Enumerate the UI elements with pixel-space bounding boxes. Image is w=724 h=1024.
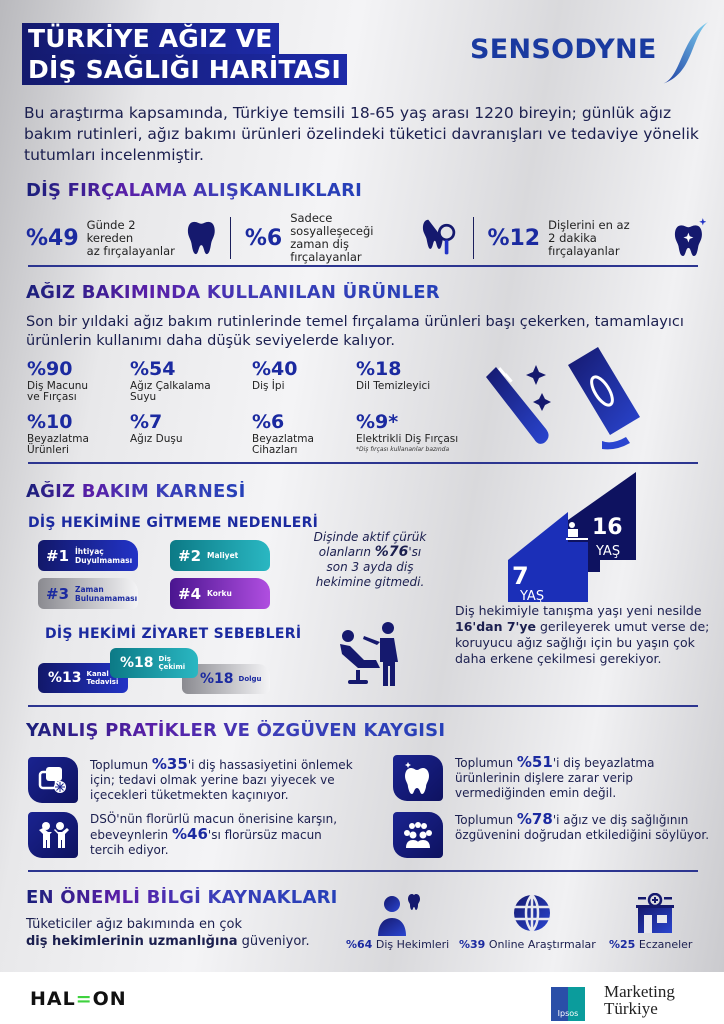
children-icon: [28, 812, 78, 858]
visit-badge: %13 Kanal Tedavisi: [38, 663, 128, 693]
practice-item: Toplumun %51'i diş beyazlatma ürünlerinin dişlere zarar verip vermediğinden emin değil.: [393, 755, 713, 801]
sources-intro: Tüketiciler ağız bakımında en çok diş hekimlerinin uzmanlığına güveniyor.: [26, 917, 310, 949]
practice-item: Toplumun %78'i ağız ve diş sağlığının özgüvenini doğrudan etkilediğini söylüyor.: [393, 812, 713, 858]
section-divider: [28, 462, 698, 464]
source-dentists: %64 Diş Hekimleri: [346, 938, 450, 951]
pharmacy-icon: [636, 893, 674, 933]
old-age-unit: YAŞ: [596, 544, 621, 559]
product-stat: %90 Diş Macunu ve Fırçası: [27, 358, 89, 403]
dentist-icon: [378, 892, 424, 936]
stat-percent: %6: [244, 225, 283, 251]
stat-label: Dişlerini en az 2 dakika fırçalayanlar: [548, 217, 630, 258]
practice-item: DSÖ'nün florürlü macun önerisine karşın, ebeveynlerin %46'sı florürsüz macun tercih ediyor.: [28, 812, 358, 858]
reason-badge: #1 İhtiyaç Duyulmaması: [38, 540, 138, 571]
reason-badge: #3 Zaman Bulunamaması: [38, 578, 138, 609]
brushing-stat: [487, 216, 706, 260]
visit-badge: %18 Dolgu: [182, 664, 270, 694]
new-age-unit: YAŞ: [520, 589, 545, 602]
section-title-practices: YANLIŞ PRATİKLER VE ÖZGÜVEN KAYGISI: [26, 720, 446, 741]
section-divider: [28, 265, 698, 267]
product-stat: %9* Elektrikli Diş Fırçası *Diş fırçası kullananlar bazında: [356, 411, 459, 453]
section-title-sources: EN ÖNEMLİ BİLGİ KAYNAKLARI: [26, 887, 338, 908]
brushing-stat: [245, 212, 459, 264]
section-title-karne: AĞIZ BAKIM KARNESİ: [26, 481, 246, 502]
section-title-brushing: DİŞ FIRÇALAMA ALIŞKANLIKLARI: [26, 180, 363, 201]
product-stat: %54 Ağız Çalkalama Suyu: [130, 358, 211, 403]
marketing-turkiye-logo: Marketing Türkiye: [604, 982, 675, 1018]
caries-stat: Dişinde aktif çürük olanların %76'sı son 3 ayda diş hekimine gitmedi.: [313, 530, 427, 589]
visits-title: DİŞ HEKİMİ ZİYARET SEBEBLERİ: [45, 626, 302, 642]
reason-badge: #4 Korku: [170, 578, 270, 609]
sensodyne-swoosh-icon: [660, 18, 710, 88]
footnote: *Diş fırçası kullananlar bazında: [356, 446, 450, 453]
section-divider: [28, 870, 698, 872]
stat-label: Günde 2 kereden az fırçalayanlar: [86, 217, 175, 258]
product-stat: %6 Beyazlatma Cihazları: [252, 411, 314, 456]
dentist-patient-icon: [338, 620, 410, 688]
new-age: 7: [512, 562, 529, 590]
product-stat: %40 Diş İpi: [252, 358, 298, 392]
brushing-stats: [26, 212, 706, 264]
stat-label: Sadece sosyalleşeceği zaman diş fırçalayanlar: [290, 211, 374, 264]
title-line-2: DİŞ SAĞLIĞI HARİTASI: [22, 54, 347, 85]
tooth-icon: [187, 218, 216, 258]
product-stat: %7 Ağız Duşu: [130, 411, 183, 445]
crowd-icon: [393, 812, 443, 858]
age-text: Diş hekimiyle tanışma yaşı yeni nesilde 16'dan 7'ye gerileyerek umut verse de; koruyucu ağız sağlığı için bu yaşın çok daha erkene çekilmesi gerekiyor.: [455, 603, 710, 666]
stat-percent: %12: [487, 225, 541, 251]
reason-badge: #2 Maliyet: [170, 540, 270, 571]
ice-cube-icon: [28, 757, 78, 803]
haleon-logo: HAL=ON: [30, 988, 127, 1010]
sparkling-tooth-icon: [674, 216, 706, 260]
product-stat: %18 Dil Temizleyici: [356, 358, 431, 392]
intro-text: Bu araştırma kapsamında, Türkiye temsili 18-65 yaş arası 1220 bireyin; günlük ağız bakım rutinleri, ağız bakımı ürünleri özelindeki tüketici davranışları ve tedaviye yönelik tutumları incelenmiştir.: [24, 104, 699, 164]
toothbrush-toothpaste-icon: [480, 345, 640, 450]
page-title: [22, 23, 347, 85]
source-online: %39 Online Araştırmalar: [459, 938, 596, 951]
practice-item: Toplumun %35'i diş hassasiyetini önlemek için; tedavi olmak yerine bazı yiyecek ve içecekleri tüketmekten kaçınıyor.: [28, 757, 358, 803]
separator: [230, 217, 231, 259]
old-age: 16: [592, 515, 623, 540]
product-stat: %10 Beyazlatma Ürünleri: [27, 411, 89, 456]
section-title-products: AĞIZ BAKIMINDA KULLANILAN ÜRÜNLER: [26, 282, 440, 303]
stat-percent: %49: [26, 225, 79, 251]
tooth-magnifier-icon: [422, 216, 458, 260]
title-line-1: TÜRKİYE AĞIZ VE: [22, 23, 279, 54]
age-steps-graphic: [508, 472, 638, 602]
ipsos-logo: Ipsos: [551, 987, 585, 1021]
products-intro: Son bir yıldaki ağız bakım rutinlerinde temel fırçalama ürünleri başı çekerken, tamamlayıcı ürünlerin kullanımı daha düşük seviyelerde kalıyor.: [26, 314, 684, 349]
sensodyne-logo: SENSODYNE: [470, 34, 657, 65]
brushing-stat: [26, 218, 216, 258]
separator: [473, 217, 474, 259]
visit-badge: %18 Diş Çekimi: [110, 648, 198, 678]
source-pharmacies: %25 Eczaneler: [609, 938, 693, 951]
reasons-title: DİŞ HEKİMİNE GİTMEME NEDENLERİ: [28, 515, 319, 531]
globe-icon: [512, 893, 552, 933]
sparkling-tooth-icon: [393, 755, 443, 801]
section-divider: [28, 705, 698, 707]
